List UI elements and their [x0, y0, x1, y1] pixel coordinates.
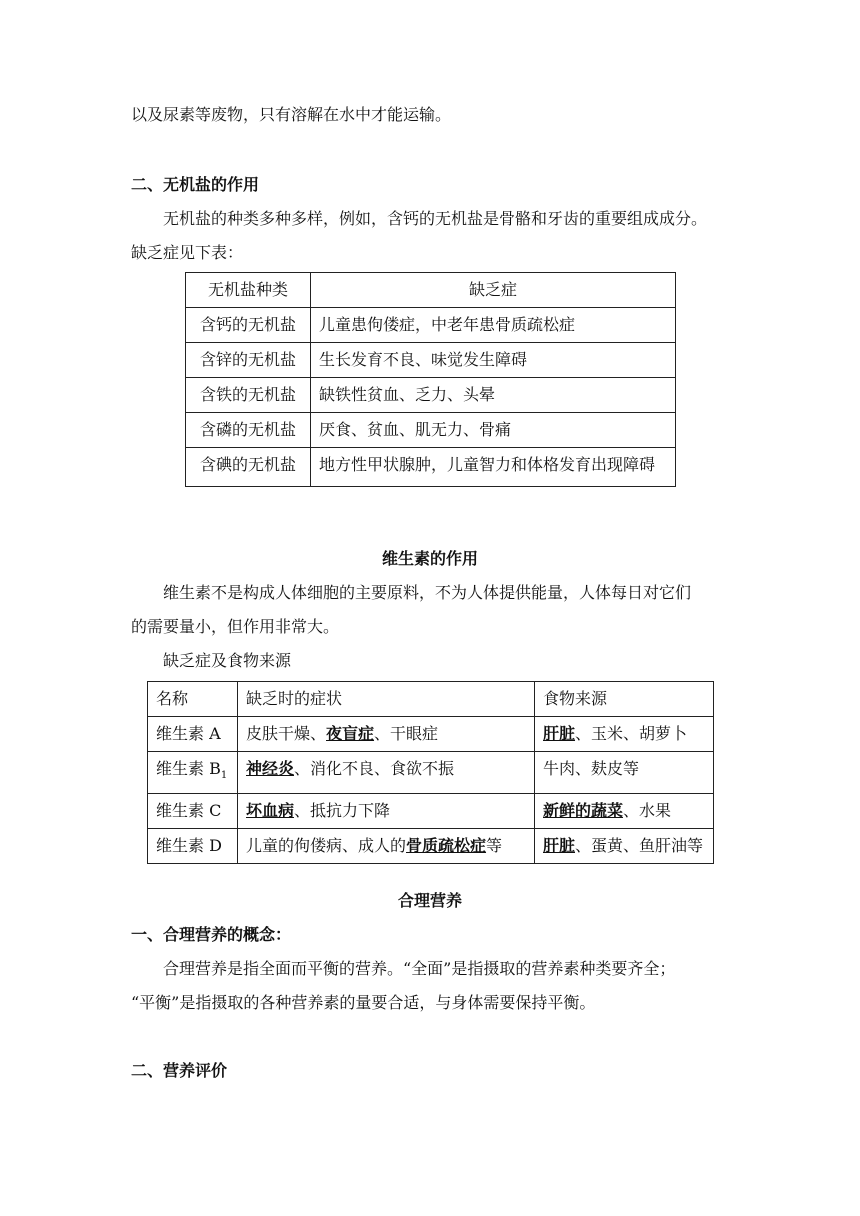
deficiency-cell: 地方性甲状腺肿，儿童智力和体格发育出现障碍 [311, 448, 676, 487]
deficiency-cell: 厌食、贫血、肌无力、骨痛 [311, 413, 676, 448]
header-cell: 缺乏症 [311, 273, 676, 308]
text-segment: 、蛋黄、鱼肝油等 [575, 836, 704, 856]
minerals-heading: 二、无机盐的作用 [131, 175, 260, 194]
deficiency-cell: 缺铁性贫血、乏力、头晕 [311, 378, 676, 413]
symptom-cell [238, 717, 535, 752]
table-row [186, 378, 676, 413]
vitamins-paragraph-line1: 维生素不是构成人体细胞的主要原料，不为人体提供能量，人体每日对它们 [163, 583, 692, 602]
nutrition-evaluation-heading: 二、营养评价 [131, 1061, 228, 1080]
symptom-cell [238, 752, 535, 794]
vitamins-table-caption: 缺乏症及食物来源 [163, 651, 292, 670]
header-cell: 名称 [148, 682, 238, 717]
header-cell: 无机盐种类 [186, 273, 311, 308]
emphasized-term: 肝脏 [543, 836, 576, 856]
table-row [186, 308, 676, 343]
nutrition-heading: 合理营养 [397, 891, 462, 910]
vitamin-name: 维生素 D [156, 836, 222, 856]
vitamin-name: 维生素 C [156, 801, 222, 821]
nutrition-paragraph-line2: “平衡”是指摄取的各种营养素的量要合适，与身体需要保持平衡。 [131, 993, 596, 1012]
text-segment: 、抵抗力下降 [294, 801, 391, 821]
minerals-table [185, 272, 676, 487]
food-source-cell [535, 752, 714, 794]
mineral-type-cell: 含磷的无机盐 [186, 413, 311, 448]
mineral-type-cell: 含钙的无机盐 [186, 308, 311, 343]
intro-text: 以及尿素等废物，只有溶解在水中才能运输。 [131, 105, 452, 124]
header-cell: 食物来源 [535, 682, 714, 717]
text-segment: 、干眼症 [374, 724, 439, 743]
nutrition-paragraph-line1: 合理营养是指全面而平衡的营养。“全面”是指摄取的营养素种类要齐全； [163, 959, 676, 978]
vitamin-name-cell [148, 794, 238, 829]
symptom-cell [238, 829, 535, 864]
text-segment: 儿童的佝偻病、成人的 [246, 836, 407, 856]
food-source-cell [535, 717, 714, 752]
emphasized-term: 神经炎 [246, 759, 295, 778]
text-segment: 、玉米、胡萝卜 [575, 724, 688, 743]
vitamins-heading: 维生素的作用 [381, 549, 478, 568]
food-source-cell [535, 794, 714, 829]
text-segment: 等 [486, 836, 503, 856]
text-segment: 、水果 [623, 801, 672, 821]
emphasized-term: 坏血病 [246, 801, 295, 821]
vitamin-name-cell [148, 717, 238, 752]
text-segment: 、消化不良、食欲不振 [294, 759, 455, 778]
table-row [148, 829, 714, 864]
vitamin-name-cell [148, 752, 238, 794]
text-segment: 皮肤干燥、 [246, 724, 327, 743]
emphasized-term: 夜盲症 [326, 724, 375, 743]
minerals-paragraph-line1: 无机盐的种类多种多样，例如，含钙的无机盐是骨骼和牙齿的重要组成成分。 [163, 209, 708, 228]
mineral-type-cell: 含碘的无机盐 [186, 448, 311, 487]
header-cell: 缺乏时的症状 [238, 682, 535, 717]
emphasized-term: 新鲜的蔬菜 [543, 801, 624, 821]
vitamin-name: 维生素 A [156, 724, 221, 743]
vitamins-table [147, 681, 714, 864]
emphasized-term: 骨质疏松症 [406, 836, 487, 856]
table-row [186, 448, 676, 487]
vitamin-name: 维生素 B [156, 759, 221, 778]
emphasized-term: 肝脏 [543, 724, 576, 743]
vitamin-name-subscript: 1 [220, 770, 228, 782]
table-row [186, 343, 676, 378]
deficiency-cell: 生长发育不良、味觉发生障碍 [311, 343, 676, 378]
text-segment: 牛肉、麸皮等 [543, 759, 640, 778]
table-header-row [186, 273, 676, 308]
food-source-cell [535, 829, 714, 864]
minerals-paragraph-line2: 缺乏症见下表： [131, 243, 244, 262]
deficiency-cell: 儿童患佝偻症，中老年患骨质疏松症 [311, 308, 676, 343]
symptom-cell [238, 794, 535, 829]
mineral-type-cell: 含铁的无机盐 [186, 378, 311, 413]
table-row [186, 413, 676, 448]
mineral-type-cell: 含锌的无机盐 [186, 343, 311, 378]
nutrition-concept-heading: 一、合理营养的概念： [131, 925, 292, 944]
table-row [148, 752, 714, 794]
table-row [148, 717, 714, 752]
table-row [148, 794, 714, 829]
vitamin-name-cell [148, 829, 238, 864]
vitamins-paragraph-line2: 的需要量小，但作用非常大。 [131, 617, 340, 636]
table-header-row [148, 682, 714, 717]
